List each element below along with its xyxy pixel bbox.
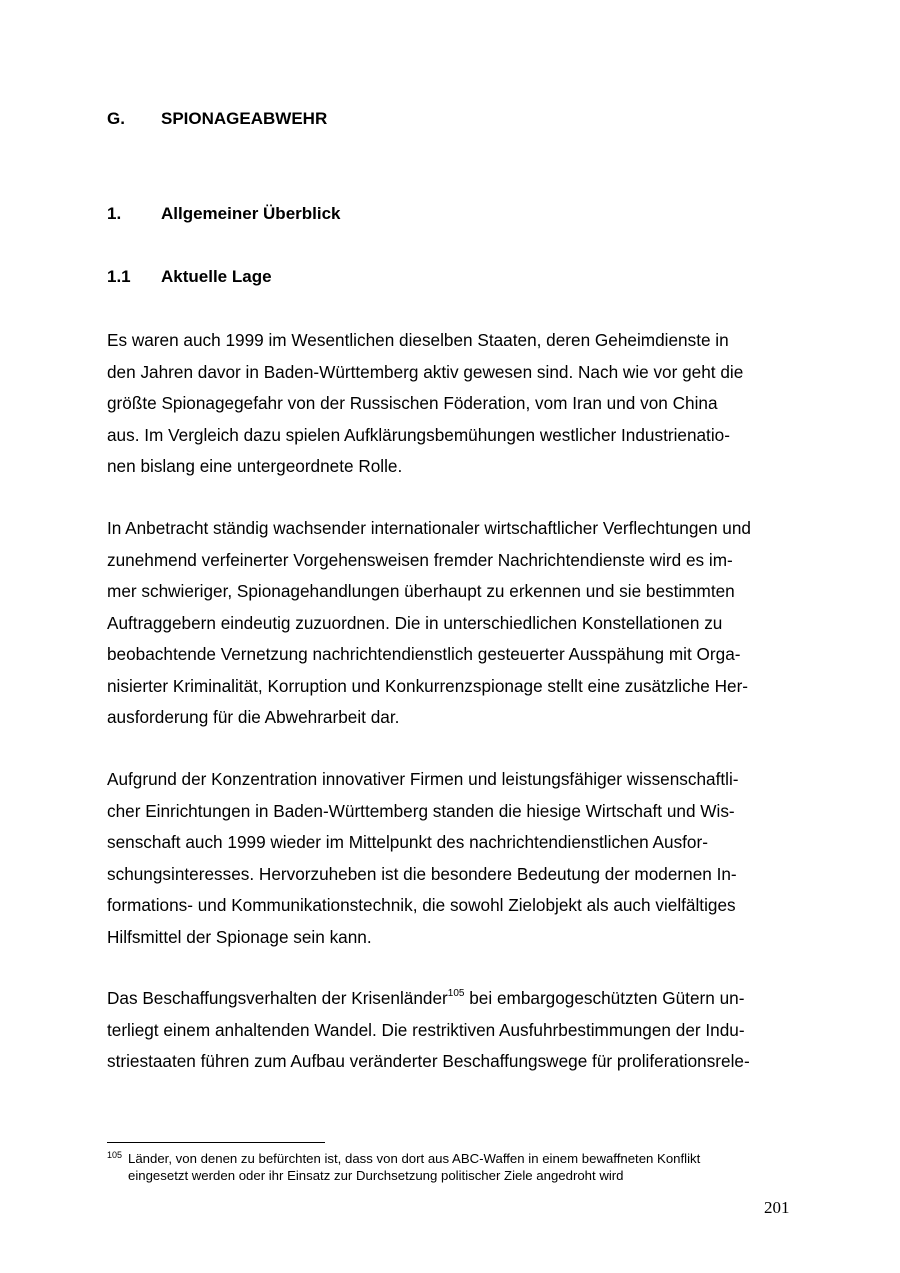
section-title: Allgemeiner Überblick xyxy=(161,204,341,223)
paragraph-line: größte Spionagegefahr von der Russischen Föderation, vom Iran und von China xyxy=(107,393,718,413)
paragraph-1 xyxy=(107,325,797,483)
chapter-number: G. xyxy=(107,109,125,128)
paragraph-line: In Anbetracht ständig wachsender internationaler wirtschaftlicher Verflechtungen und xyxy=(107,518,751,538)
subsection-number: 1.1 xyxy=(107,267,131,286)
paragraph-line: striestaaten führen zum Aufbau veränderter Beschaffungswege für proliferationsrele- xyxy=(107,1051,750,1071)
paragraph-line: schungsinteresses. Hervorzuheben ist die besondere Bedeutung der modernen In- xyxy=(107,863,737,884)
paragraph-text: Das Beschaffungsverhalten der Krisenländer xyxy=(107,988,448,1008)
footnote-line: Länder, von denen zu befürchten ist, dass von dort aus ABC-Waffen in einem bewaffneten Konflikt xyxy=(128,1151,701,1166)
paragraph-line: Aufgrund der Konzentration innovativer Firmen und leistungsfähiger wissenschaftli- xyxy=(107,769,739,789)
paragraph-line: senschaft auch 1999 wieder im Mittelpunkt des nachrichtendienstlichen Ausfor- xyxy=(107,832,708,852)
chapter-title: SPIONAGEABWEHR xyxy=(161,109,328,128)
paragraph-3 xyxy=(107,764,797,953)
chapter-heading xyxy=(107,109,327,129)
paragraph-line: cher Einrichtungen in Baden-Württemberg standen die hiesige Wirtschaft und Wis- xyxy=(107,800,735,821)
page-number: 201 xyxy=(764,1198,790,1217)
footnote xyxy=(107,1150,807,1184)
footnote-line: eingesetzt werden oder ihr Einsatz zur Durchsetzung politischer Ziele angedroht wird xyxy=(128,1168,624,1183)
paragraph-line: Hilfsmittel der Spionage sein kann. xyxy=(107,926,372,947)
paragraph-text: bei embargogeschützten Gütern un- xyxy=(464,988,745,1008)
paragraph-line: ausforderung für die Abwehrarbeit dar. xyxy=(107,707,400,727)
paragraph-line: aus. Im Vergleich dazu spielen Aufklärungsbemühungen westlicher Industrienatio- xyxy=(107,424,730,445)
paragraph-line: zunehmend verfeinerter Vorgehensweisen fremder Nachrichtendienste wird es im- xyxy=(107,549,733,570)
paragraph-line: terliegt einem anhaltenden Wandel. Die restriktiven Ausfuhrbestimmungen der Indu- xyxy=(107,1019,745,1040)
paragraph-line xyxy=(107,983,797,1015)
subsection-title: Aktuelle Lage xyxy=(161,267,272,286)
subsection-heading xyxy=(107,267,272,287)
section-heading xyxy=(107,204,341,224)
paragraph-line: Es waren auch 1999 im Wesentlichen dieselben Staaten, deren Geheimdienste in xyxy=(107,330,729,350)
paragraph-line: Auftraggebern eindeutig zuzuordnen. Die in unterschiedlichen Konstellationen zu xyxy=(107,612,723,633)
paragraph-2 xyxy=(107,513,797,734)
paragraph-4 xyxy=(107,983,797,1078)
paragraph-line: mer schwieriger, Spionagehandlungen überhaupt zu erkennen und sie bestimmten xyxy=(107,581,735,601)
paragraph-line: nisierter Kriminalität, Korruption und Konkurrenzspionage stellt eine zusätzliche Her- xyxy=(107,675,749,696)
paragraph-line: beobachtende Vernetzung nachrichtendienstlich gesteuerter Ausspähung mit Orga- xyxy=(107,644,741,664)
footnote-reference: 105 xyxy=(447,988,465,1000)
paragraph-line: den Jahren davor in Baden-Württemberg aktiv gewesen sind. Nach wie vor geht die xyxy=(107,361,744,382)
footnote-number: 105 xyxy=(107,1150,123,1160)
paragraph-line: formations- und Kommunikationstechnik, die sowohl Zielobjekt als auch vielfältiges xyxy=(107,895,736,915)
footnote-separator xyxy=(107,1142,325,1143)
section-number: 1. xyxy=(107,204,122,223)
paragraph-line: nen bislang eine untergeordnete Rolle. xyxy=(107,456,403,476)
